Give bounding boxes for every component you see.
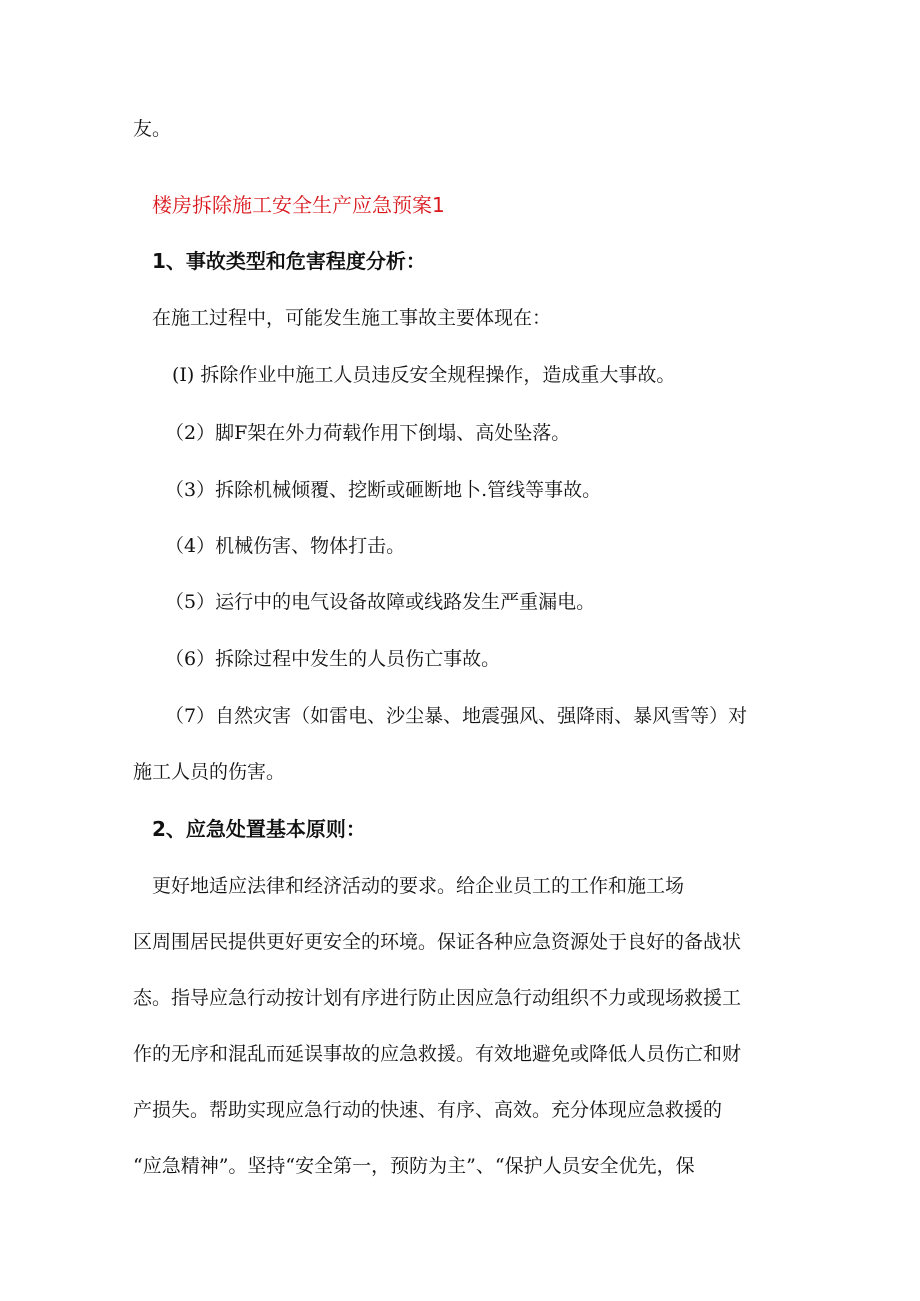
hazard-item-6: （6）拆除过程中发生的人员伤亡事故。 xyxy=(165,648,501,670)
continuation-text: 友。 xyxy=(133,118,172,140)
principles-line-3: 态。指导应急行动按计划有序进行防止因应急行动组织不力或现场救援工 xyxy=(133,987,742,1009)
section-2-heading: 2、应急处置基本原则： xyxy=(152,817,366,841)
hazard-item-4: （4）机械伤害、物体打击。 xyxy=(165,535,406,557)
section-1-intro: 在施工过程中，可能发生施工事故主要体现在： xyxy=(152,307,552,329)
principles-line-2: 区周围居民提供更好更安全的环境。保证各种应急资源处于良好的备战状 xyxy=(133,931,742,953)
hazard-item-5: （5）运行中的电气设备故障或线路发生严重漏电。 xyxy=(165,591,596,613)
hazard-item-1: (I) 拆除作业中施工人员违反安全规程操作，造成重大事故。 xyxy=(172,364,676,386)
section-1-heading: 1、事故类型和危害程度分析： xyxy=(152,249,426,273)
hazard-item-3: （3）拆除机械倾覆、挖断或砸断地卜.管线等事故。 xyxy=(165,479,602,501)
hazard-item-7-continued: 施工人员的伤害。 xyxy=(133,761,286,783)
principles-line-1: 更好地适应法律和经济活动的要求。给企业员工的工作和施工场 xyxy=(152,875,685,897)
principles-line-6: “应急精神”。坚持“安全第一，预防为主”、“保护人员安全优先，保 xyxy=(133,1155,695,1177)
hazard-item-7: （7）自然灾害（如雷电、沙尘暴、地震强风、强降雨、暴风雪等）对 xyxy=(165,705,748,727)
plan-title: 楼房拆除施工安全生产应急预案1 xyxy=(152,193,445,217)
hazard-item-2: （2）脚F架在外力荷载作用下倒塌、高处坠落。 xyxy=(165,422,571,444)
principles-line-5: 产损失。帮助实现应急行动的快速、有序、高效。充分体现应急救援的 xyxy=(133,1099,723,1121)
principles-line-4: 作的无序和混乱而延误事故的应急救援。有效地避免或降低人员伤亡和财 xyxy=(133,1043,742,1065)
